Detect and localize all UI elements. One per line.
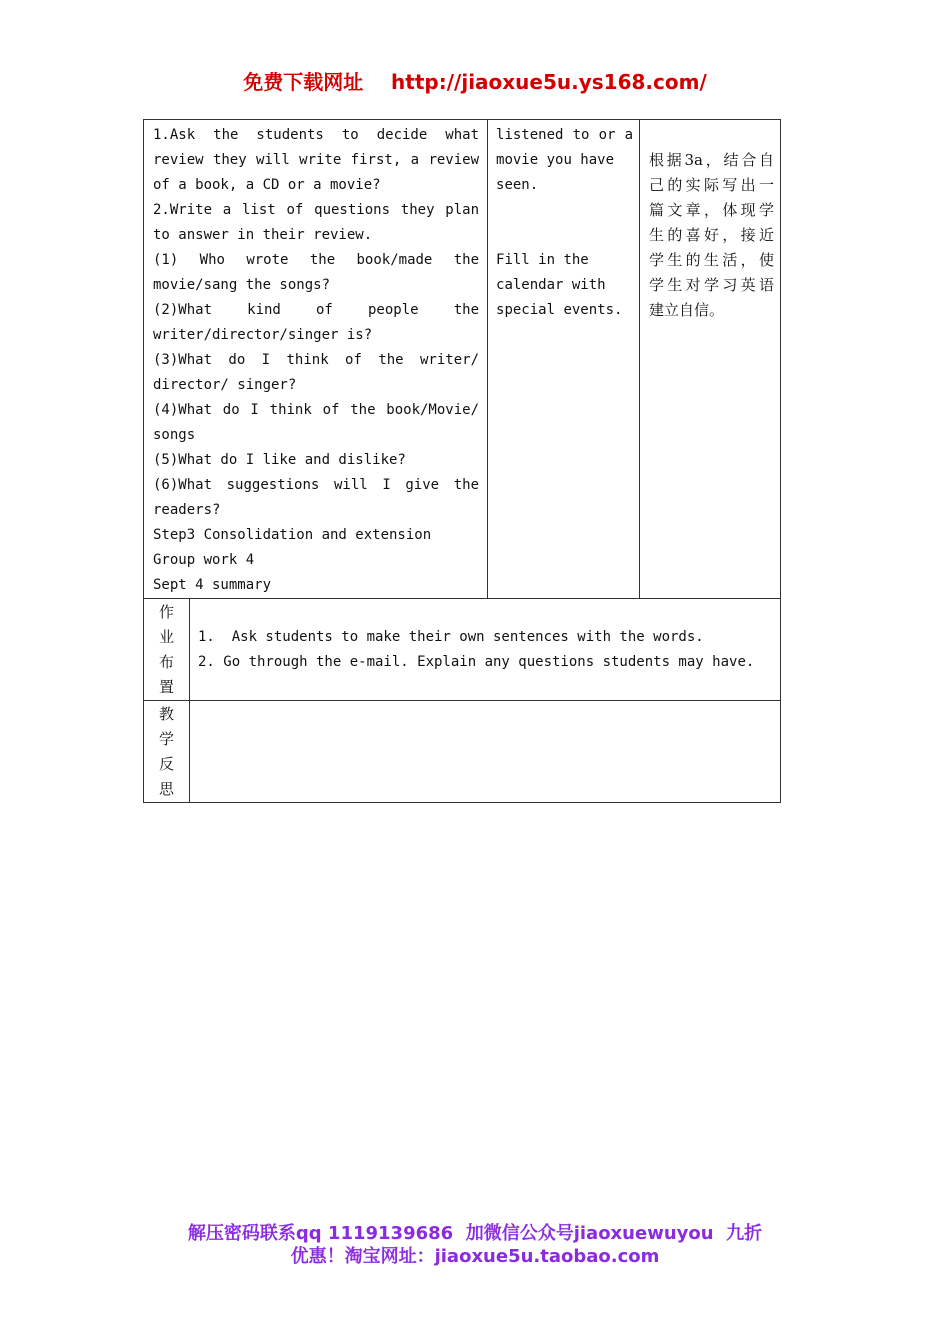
- procedure-line: 1.Ask the students to decide what: [153, 127, 480, 143]
- procedure-line: (1) Who wrote the book/made the: [153, 252, 480, 268]
- student-activity-cell: [488, 120, 640, 599]
- intent-line: 学生对学习英语: [649, 276, 775, 294]
- procedure-line: (6)What suggestions will I give the: [153, 477, 480, 493]
- procedure-line: (2)What kind of people the: [153, 302, 480, 318]
- procedure-line: Sept 4 summary: [153, 577, 272, 593]
- intent-line: 学生的生活，使: [649, 251, 775, 269]
- procedure-line: movie/sang the songs?: [153, 277, 331, 293]
- procedure-line: songs: [153, 427, 196, 443]
- procedure-line: to answer in their review.: [153, 227, 373, 243]
- activity-line: calendar with: [496, 277, 606, 293]
- homework-line: 1. Ask students to make their own sentences with the words.: [198, 629, 704, 645]
- procedure-line: (4)What do I think of the book/Movie/: [153, 402, 480, 418]
- intent-line: 生的喜好，接近: [649, 226, 775, 244]
- intent-line: 篇文章，体现学: [649, 201, 775, 219]
- footer-contact-line: 解压密码联系qq 1119139686 加微信公众号jiaoxuewuyou 九折: [187, 1223, 763, 1244]
- procedure-line: Group work 4: [153, 552, 255, 568]
- intent-line: 己的实际写出一: [649, 176, 775, 194]
- download-url-header: 免费下载网址 http://jiaoxue5u.ys168.com/: [243, 70, 707, 94]
- homework-label: 作 业 布 置: [144, 599, 190, 701]
- reflection-label: 教 学 反 思: [144, 701, 190, 803]
- homework-row: [144, 599, 781, 701]
- homework-line: 2. Go through the e-mail. Explain any questions students may have.: [198, 654, 755, 670]
- procedure-row: [144, 120, 781, 599]
- activity-line: [496, 223, 633, 248]
- procedure-line: review they will write first, a review: [153, 152, 480, 168]
- procedure-line: Step3 Consolidation and extension: [153, 527, 432, 543]
- procedure-line: writer/director/singer is?: [153, 327, 373, 343]
- activity-line: Fill in the: [496, 252, 589, 268]
- procedure-line: of a book, a CD or a movie?: [153, 177, 381, 193]
- activity-line: listened to or a: [496, 127, 634, 143]
- procedure-line: director/ singer?: [153, 377, 297, 393]
- procedure-line: readers?: [153, 502, 221, 518]
- procedure-line: 2.Write a list of questions they plan: [153, 202, 480, 218]
- design-intent-cell: [640, 120, 781, 599]
- procedure-cell: [144, 120, 488, 599]
- reflection-content: [190, 701, 781, 803]
- intent-line: 建立自信。: [649, 301, 725, 319]
- intent-line: 根据3a，结合自: [649, 151, 775, 169]
- procedure-line: (5)What do I like and dislike?: [153, 452, 406, 468]
- reflection-row: [144, 701, 781, 803]
- activity-line: seen.: [496, 177, 539, 193]
- activity-line: special events.: [496, 302, 623, 318]
- activity-line: [496, 198, 633, 223]
- activity-line: movie you have: [496, 152, 615, 168]
- procedure-line: (3)What do I think of the writer/: [153, 352, 480, 368]
- lesson-plan-table: [143, 119, 781, 803]
- homework-content: [190, 599, 781, 701]
- footer-taobao-line: 优惠！淘宝网址：jiaoxue5u.taobao.com: [290, 1246, 660, 1267]
